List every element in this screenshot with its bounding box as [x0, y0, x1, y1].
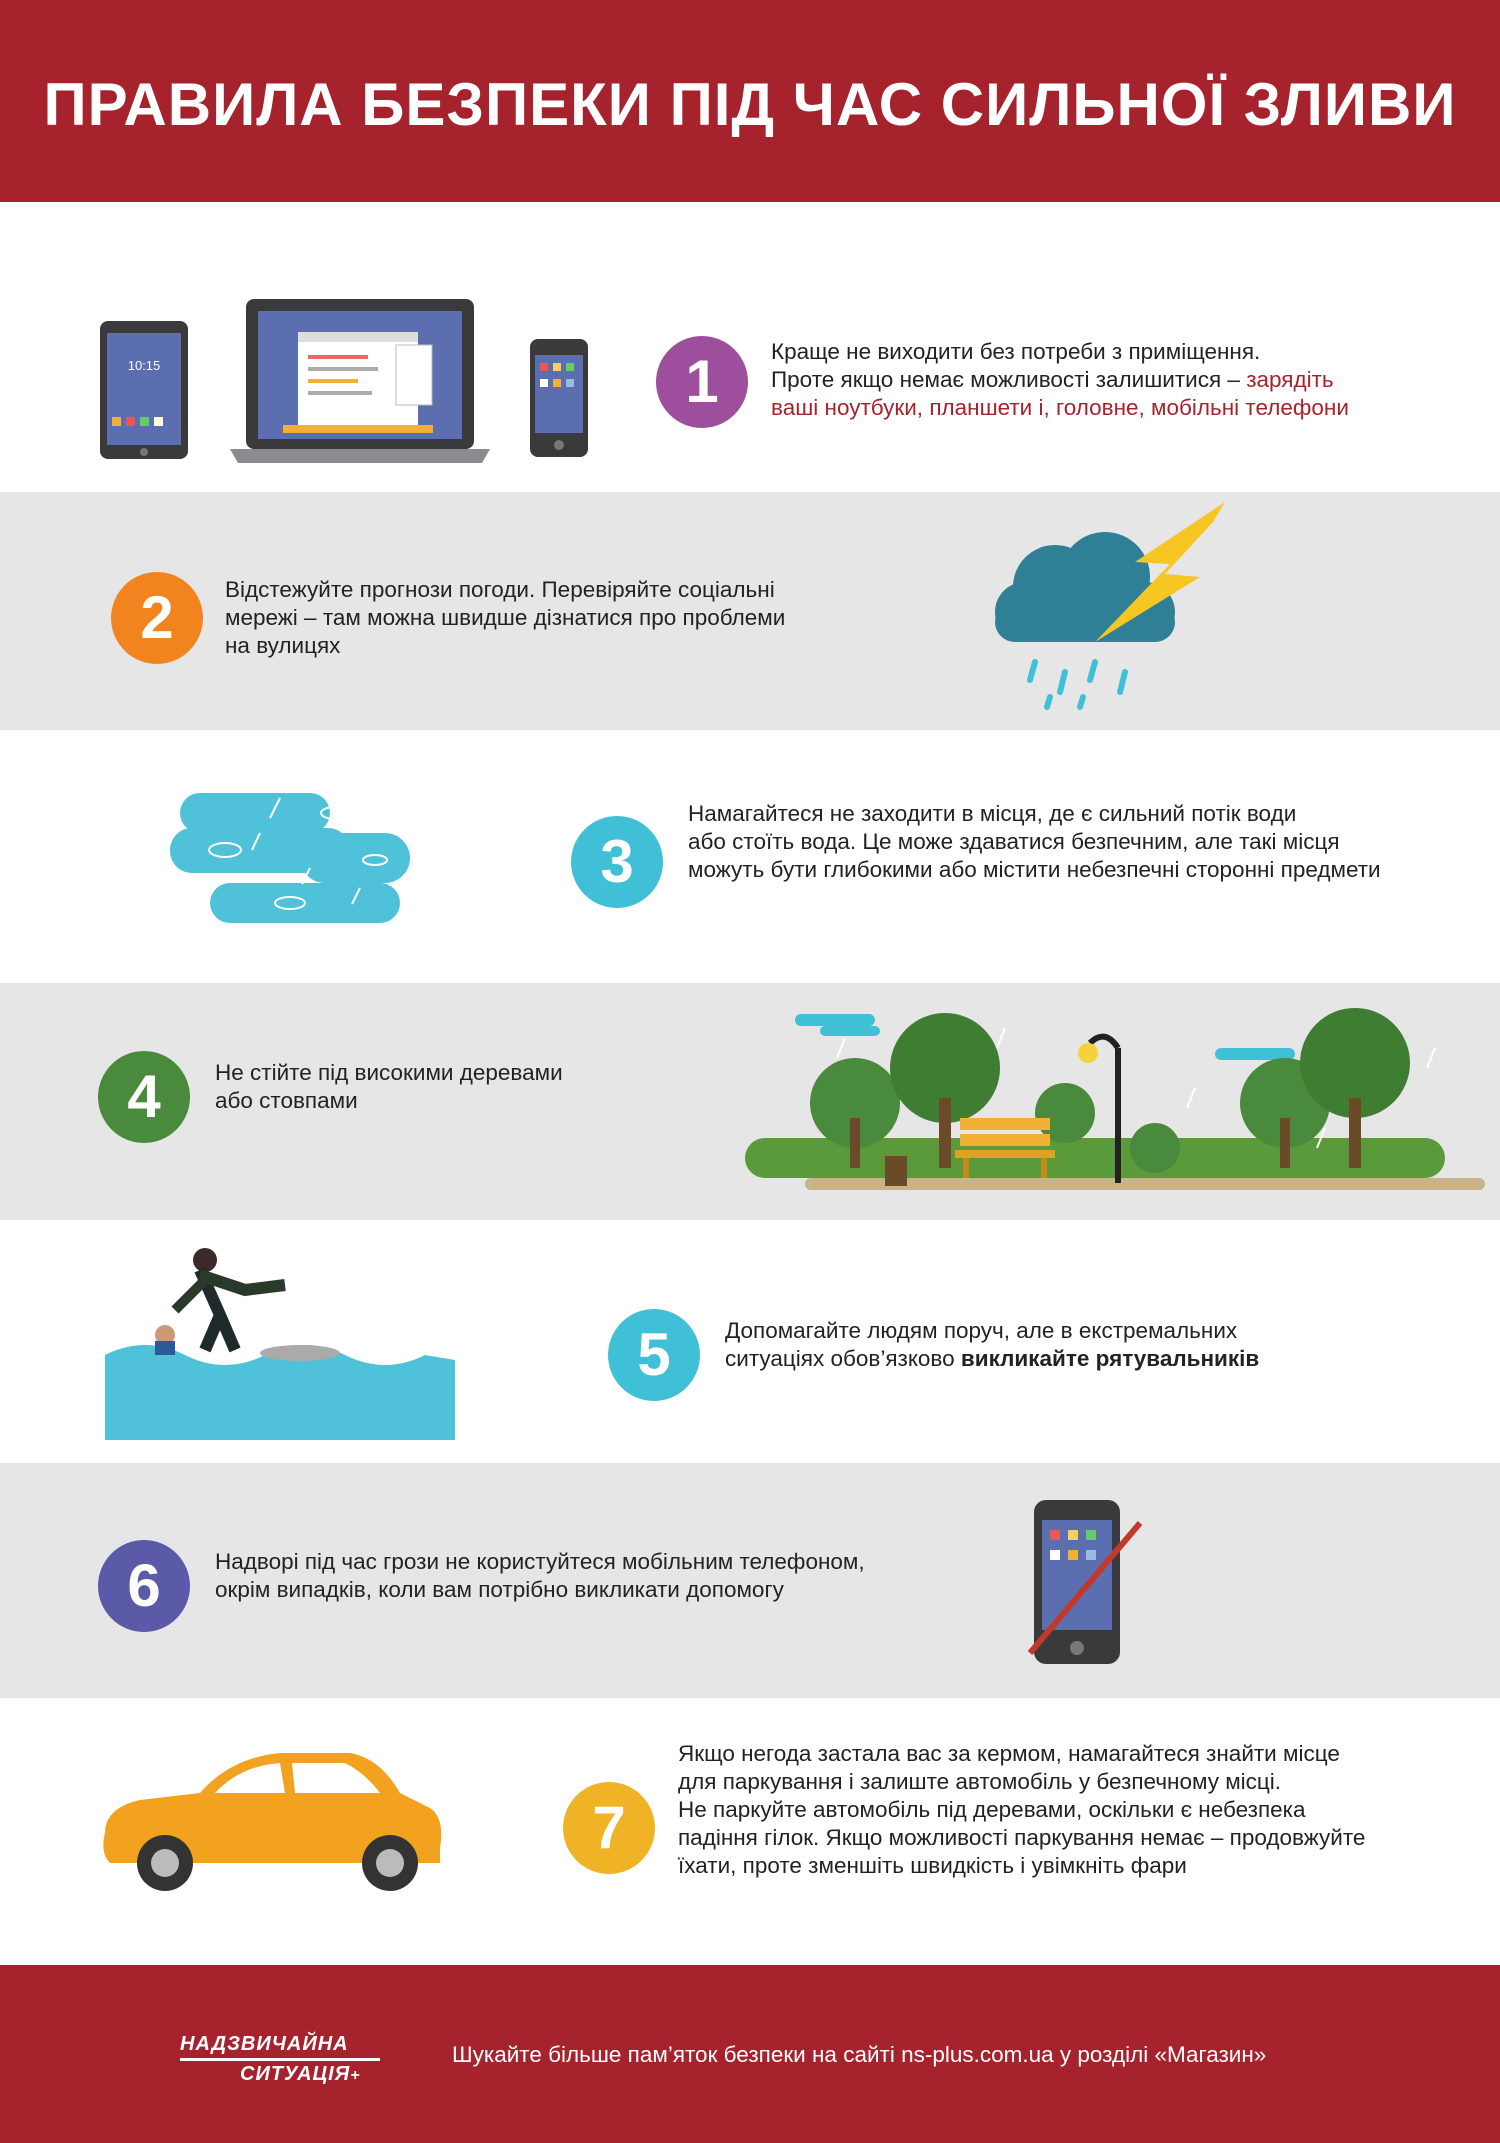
rule-1-line-2-plain: Проте якщо немає можливості залишитися –: [771, 367, 1247, 392]
logo-line-2-wrap: [240, 2063, 400, 2086]
rule-2-text: [225, 576, 785, 660]
rule-4-text: [215, 1059, 563, 1115]
rule-5-line-2: [725, 1345, 1259, 1373]
header-banner: [0, 0, 1500, 202]
footer-text: Шукайте більше пам’яток безпеки на сайті ns-plus.com.ua у розділі «Магазин»: [452, 2042, 1267, 2067]
rule-3-number: 3: [571, 816, 663, 908]
rule-1-number: 1: [656, 336, 748, 428]
rule-7-line-1: Якщо негода застала вас за кермом, намагайтеся знайти місце: [678, 1741, 1340, 1766]
rule-6-text: [215, 1548, 865, 1604]
crossed-phone-icon: [1030, 1498, 1150, 1668]
rule-1-text: [771, 338, 1349, 422]
rule-2-line-2: мережі – там можна швидше дізнатися про проблеми: [225, 605, 786, 630]
rule-7-number: 7: [563, 1782, 655, 1874]
rule-3-section: [0, 730, 1500, 983]
rule-1-line-2: [771, 366, 1349, 394]
park-illustration: [745, 1008, 1485, 1208]
devices-illustration: [98, 297, 598, 467]
rule-1-line-1: Краще не виходити без потреби з приміщення.: [771, 339, 1261, 364]
rule-7-text: [678, 1740, 1365, 1880]
rule-7-line-3: Не паркуйте автомобіль під деревами, оскільки є небезпека: [678, 1797, 1306, 1822]
rule-6-line-2: окрім випадків, коли вам потрібно викликати допомогу: [215, 1577, 784, 1602]
rule-7-line-5: їхати, проте зменшіть швидкість і увімкніть фари: [678, 1853, 1187, 1878]
storm-cloud-icon: [985, 502, 1225, 712]
logo-line-1: НАДЗВИЧАЙНА: [180, 2033, 349, 2055]
rescue-illustration: [105, 1255, 455, 1455]
rule-3-line-1: Намагайтеся не заходити в місця, де є сильний потік води: [688, 801, 1297, 826]
puddles-illustration: [170, 788, 430, 928]
rule-5-number: 5: [608, 1309, 700, 1401]
tablet-clock: 10:15: [127, 358, 161, 373]
rule-6-section: [0, 1463, 1500, 1698]
rule-2-number: 2: [111, 572, 203, 664]
rule-4-number: 4: [98, 1051, 190, 1143]
logo-plus: +: [350, 2067, 361, 2084]
rule-6-line-1: Надворі під час грози не користуйтеся мобільним телефоном,: [215, 1549, 865, 1574]
rule-7-section: [0, 1698, 1500, 1965]
rule-1-line-3: ваші ноутбуки, планшети і, головне, мобільні телефони: [771, 395, 1349, 420]
rule-4-line-2: або стовпами: [215, 1088, 358, 1113]
logo-divider: [180, 2058, 380, 2061]
rule-7-line-4: падіння гілок. Якщо можливості паркування немає – продовжуйте: [678, 1825, 1366, 1850]
rule-5-line-2-plain: ситуаціях обов’язково: [725, 1346, 961, 1371]
rule-3-text: [688, 800, 1381, 884]
car-illustration: [100, 1738, 445, 1898]
rule-7-line-2: для паркування і залиште автомобіль у безпечному місці.: [678, 1769, 1282, 1794]
rule-1-line-2-highlight: зарядіть: [1246, 367, 1334, 392]
rule-4-line-1: Не стійте під високими деревами: [215, 1060, 563, 1085]
page-title: ПРАВИЛА БЕЗПЕКИ ПІД ЧАС СИЛЬНОЇ ЗЛИВИ: [43, 71, 1457, 138]
logo-line-2: СИТУАЦІЯ: [240, 2063, 351, 2085]
rule-3-line-2: або стоїть вода. Це може здаватися безпечним, але такі місця: [688, 829, 1340, 854]
rule-5-section: [0, 1220, 1500, 1463]
rule-4-section: [0, 983, 1500, 1220]
rule-5-line-1: Допомагайте людям поруч, але в екстремальних: [725, 1318, 1238, 1343]
rule-2-line-1: Відстежуйте прогнози погоди. Перевіряйте соціальні: [225, 577, 775, 602]
rule-5-text: [725, 1317, 1259, 1373]
rule-3-line-3: можуть бути глибокими або містити небезпечні сторонні предмети: [688, 857, 1381, 882]
rule-6-number: 6: [98, 1540, 190, 1632]
rule-2-section: [0, 492, 1500, 730]
rule-5-line-2-bold: викликайте рятувальників: [960, 1346, 1260, 1371]
rule-2-line-3: на вулицях: [225, 633, 341, 658]
brand-logo: [180, 2033, 400, 2093]
footer-banner: [0, 1965, 1500, 2143]
rule-1-section: [0, 202, 1500, 492]
